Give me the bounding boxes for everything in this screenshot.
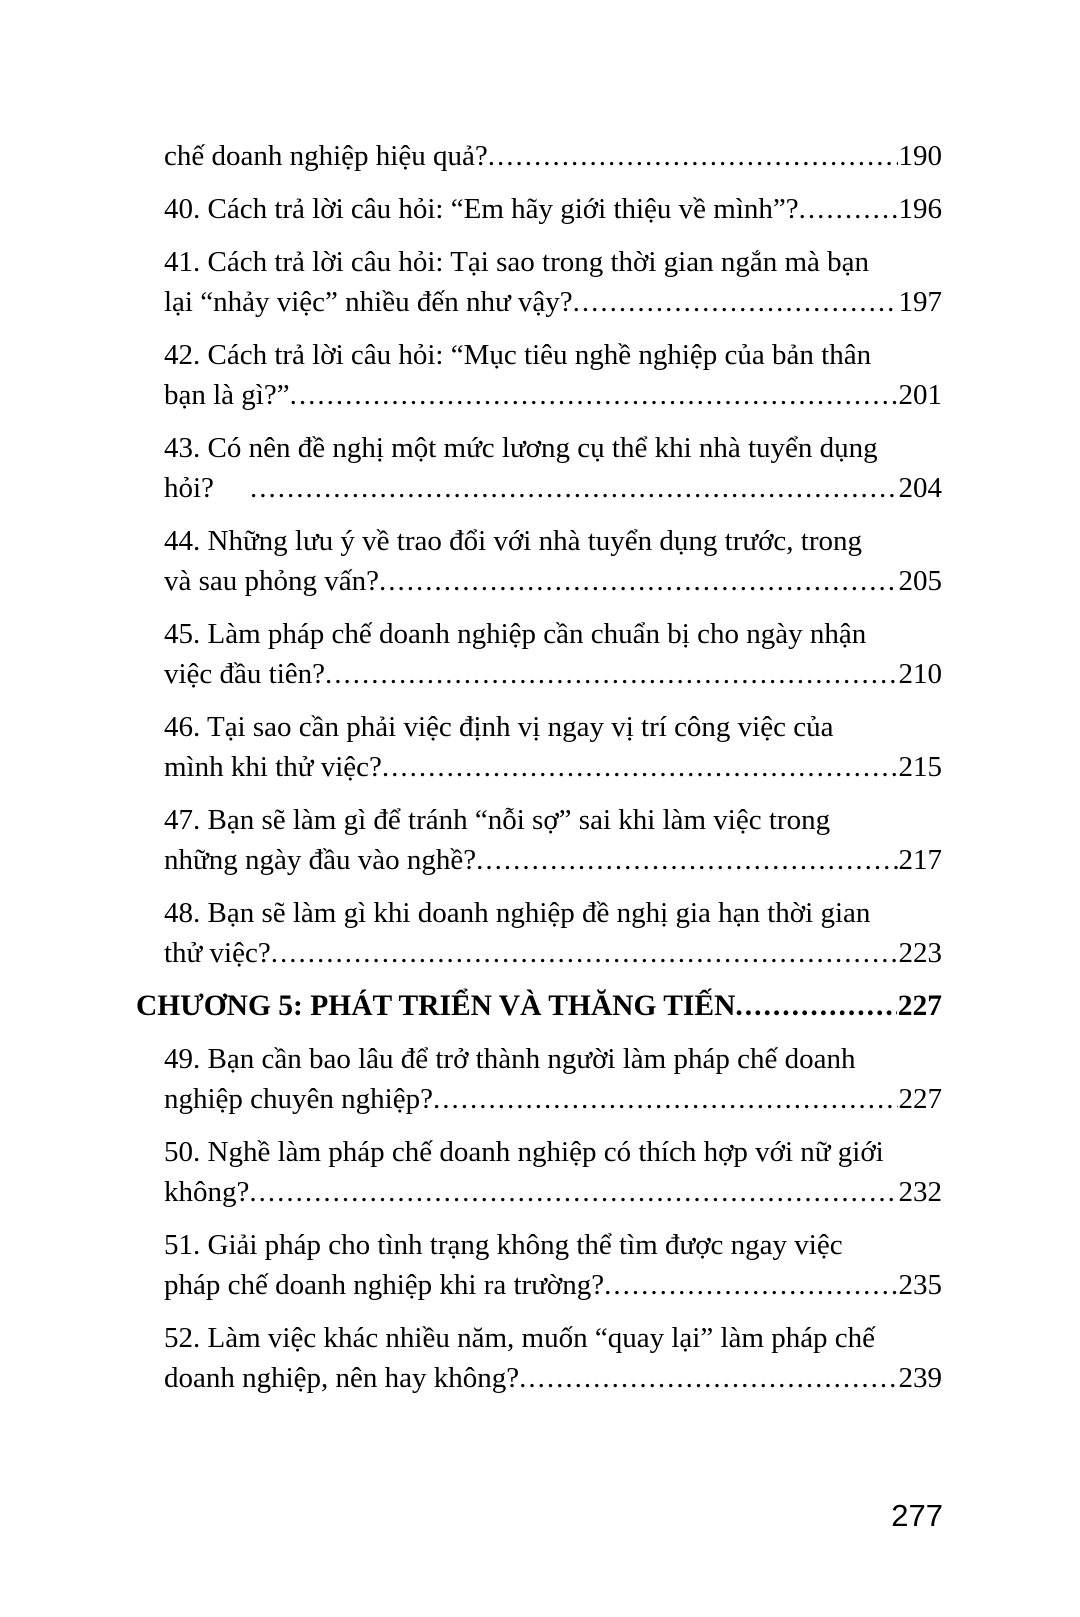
toc-entry — [136, 800, 942, 880]
toc-entry-line — [164, 707, 942, 747]
toc-entry-text: mình khi thử việc? — [164, 751, 382, 783]
toc-page-number: 227 — [897, 990, 942, 1022]
toc-entry-line — [164, 1172, 942, 1212]
dot-leader — [735, 986, 896, 1026]
toc-entry-line — [164, 282, 942, 322]
dot-leader — [433, 1079, 898, 1119]
toc-page-number: 239 — [898, 1362, 942, 1394]
toc-page-number: 201 — [898, 379, 942, 411]
toc-entry-line — [164, 840, 942, 880]
toc-entry — [136, 242, 942, 322]
toc-entry-line — [164, 893, 942, 933]
toc-entry — [136, 893, 942, 973]
toc-entry — [136, 1225, 942, 1305]
toc-page-number: 235 — [898, 1269, 942, 1301]
toc-entry-line — [136, 986, 942, 1026]
toc-entry-text: chế doanh nghiệp hiệu quả? — [164, 140, 488, 172]
toc-entry-text: nghiệp chuyên nghiệp? — [164, 1083, 433, 1115]
dot-leader — [249, 1172, 897, 1212]
toc-entry-line — [164, 561, 942, 601]
toc-entry-text: 50. Nghề làm pháp chế doanh nghiệp có thích hợp với nữ giới — [164, 1136, 884, 1168]
toc-entry-text: 51. Giải pháp cho tình trạng không thể tìm được ngay việc — [164, 1229, 843, 1261]
toc-chapter-entry — [136, 986, 942, 1026]
dot-leader — [290, 375, 898, 415]
toc-entry-line — [164, 1039, 942, 1079]
toc-entry — [136, 707, 942, 787]
toc-entry-line — [164, 1358, 942, 1398]
toc-entry-line — [164, 800, 942, 840]
toc-entry-text: 45. Làm pháp chế doanh nghiệp cần chuẩn bị cho ngày nhận — [164, 618, 867, 650]
toc-entry-line — [164, 654, 942, 694]
toc-page-number: 197 — [898, 286, 942, 318]
toc-entry-text: pháp chế doanh nghiệp khi ra trường? — [164, 1269, 605, 1301]
toc-entry-text: 47. Bạn sẽ làm gì để tránh “nỗi sợ” sai khi làm việc trong — [164, 804, 831, 836]
toc-entry — [136, 614, 942, 694]
dot-leader — [573, 282, 898, 322]
dot-leader — [476, 840, 897, 880]
toc-entry-text: lại “nhảy việc” nhiều đến như vậy? — [164, 286, 573, 318]
toc-entry-text: thử việc? — [164, 937, 271, 969]
toc-entry-text: doanh nghiệp, nên hay không? — [164, 1362, 520, 1394]
toc-entry-text: 44. Những lưu ý về trao đổi với nhà tuyển dụng trước, trong — [164, 525, 862, 557]
toc-entry — [136, 189, 942, 229]
toc-entry — [136, 428, 942, 508]
dot-leader — [379, 561, 897, 601]
toc-page-number: 215 — [898, 751, 942, 783]
toc-entry-text: 46. Tại sao cần phải việc định vị ngay vị trí công việc của — [164, 711, 834, 743]
toc-entry-text: việc đầu tiên? — [164, 658, 326, 690]
toc-entry-text: 41. Cách trả lời câu hỏi: Tại sao trong thời gian ngắn mà bạn — [164, 246, 870, 278]
toc-entry-line — [164, 1318, 942, 1358]
toc-page-number: 196 — [898, 193, 942, 225]
toc-entry-line — [164, 933, 942, 973]
toc-entry-text: những ngày đầu vào nghề? — [164, 844, 477, 876]
toc-page-number: 223 — [898, 937, 942, 969]
toc-entry-text: 40. Cách trả lời câu hỏi: “Em hãy giới thiệu về mình”? — [164, 193, 799, 225]
toc-page-number: 210 — [898, 658, 942, 690]
toc-entry-line — [164, 1079, 942, 1119]
dot-leader — [271, 933, 898, 973]
toc-entry — [136, 1039, 942, 1119]
toc-entry-line — [164, 375, 942, 415]
toc-entry — [136, 1318, 942, 1398]
toc-entry-line — [164, 747, 942, 787]
toc-entry-line — [164, 468, 942, 508]
toc-entry-text: hỏi? — [164, 472, 214, 504]
toc-entry — [136, 1132, 942, 1212]
toc-entry — [136, 136, 942, 176]
toc-entry-text: bạn là gì?” — [164, 379, 290, 411]
toc-page-number: 190 — [898, 140, 942, 172]
toc-entry-text: 42. Cách trả lời câu hỏi: “Mục tiêu nghề nghiệp của bản thân — [164, 339, 872, 371]
dot-leader — [250, 468, 898, 508]
page-footer — [891, 1498, 943, 1534]
toc-page-number: 227 — [898, 1083, 942, 1115]
toc-entry-text: 49. Bạn cần bao lâu để trở thành người làm pháp chế doanh — [164, 1043, 856, 1075]
dot-leader — [488, 136, 898, 176]
toc-entry-line — [164, 1225, 942, 1265]
toc-entry — [136, 521, 942, 601]
toc-entry-line — [164, 428, 942, 468]
dot-leader — [604, 1265, 897, 1305]
toc-entry — [136, 335, 942, 415]
toc-entry-line — [164, 614, 942, 654]
toc-entry-line — [164, 521, 942, 561]
toc-entry-line — [164, 136, 942, 176]
toc-entry-text: CHƯƠNG 5: PHÁT TRIỂN VÀ THĂNG TIẾN — [136, 990, 736, 1022]
dot-leader — [799, 189, 898, 229]
toc-entry-text: 48. Bạn sẽ làm gì khi doanh nghiệp đề nghị gia hạn thời gian — [164, 897, 871, 929]
toc-entry-line — [164, 189, 942, 229]
table-of-contents — [136, 136, 942, 1411]
toc-entry-line — [164, 1132, 942, 1172]
dot-leader — [382, 747, 898, 787]
toc-entry-text: và sau phỏng vấn? — [164, 565, 380, 597]
toc-entry-text: 43. Có nên đề nghị một mức lương cụ thể khi nhà tuyển dụng — [164, 432, 878, 464]
toc-entry-line — [164, 335, 942, 375]
toc-entry-line — [164, 1265, 942, 1305]
toc-entry-text: 52. Làm việc khác nhiều năm, muốn “quay lại” làm pháp chế — [164, 1322, 876, 1354]
toc-page-number: 217 — [898, 844, 942, 876]
dot-leader — [519, 1358, 897, 1398]
toc-page-number: 205 — [898, 565, 942, 597]
footer-page-number: 277 — [891, 1498, 943, 1533]
dot-leader — [325, 654, 897, 694]
toc-entry-text: không? — [164, 1176, 250, 1208]
toc-page-number: 204 — [898, 472, 942, 504]
toc-page-number: 232 — [898, 1176, 942, 1208]
toc-entry-line — [164, 242, 942, 282]
